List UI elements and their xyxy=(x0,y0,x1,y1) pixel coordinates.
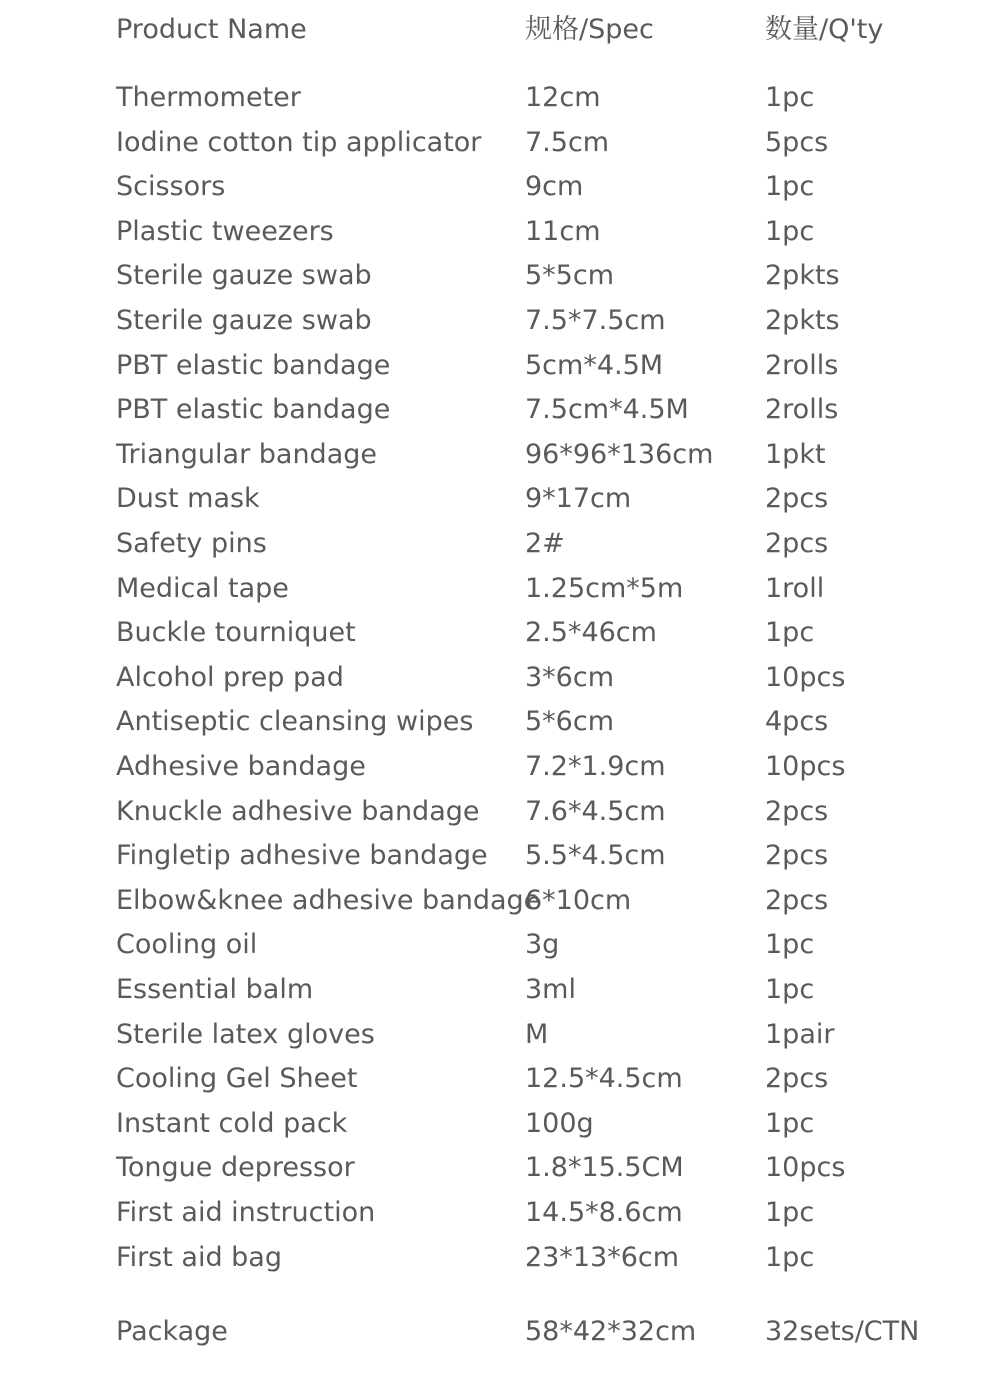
item-spec: 5*5cm xyxy=(525,260,615,292)
item-qty: 1pair xyxy=(765,1018,835,1050)
item-name: Tongue depressor xyxy=(116,1152,355,1184)
item-qty: 1pc xyxy=(765,171,815,203)
item-spec: 5cm*4.5M xyxy=(525,349,664,381)
table-row xyxy=(0,923,1001,967)
item-qty: 1pc xyxy=(765,82,815,113)
table-row xyxy=(0,388,1001,432)
package-qty: 32sets/CTN xyxy=(765,1316,920,1347)
item-qty: 10pcs xyxy=(765,661,846,693)
item-spec: 7.5*7.5cm xyxy=(525,305,666,336)
table-row xyxy=(0,834,1001,878)
table-row xyxy=(0,1236,1001,1280)
table-row xyxy=(0,611,1001,655)
table-row xyxy=(0,1191,1001,1235)
item-qty: 1pc xyxy=(765,1197,815,1228)
item-name: First aid instruction xyxy=(116,1197,376,1228)
item-name: Plastic tweezers xyxy=(116,215,334,247)
item-name: Iodine cotton tip applicator xyxy=(116,126,482,158)
table-row xyxy=(0,567,1001,611)
item-spec: 96*96*136cm xyxy=(525,438,714,470)
item-qty: 1pc xyxy=(765,1241,815,1273)
item-spec: 5.5*4.5cm xyxy=(525,840,666,872)
table-row xyxy=(0,879,1001,923)
item-name: Triangular bandage xyxy=(116,438,377,470)
item-spec: 1.8*15.5CM xyxy=(525,1152,684,1184)
item-name: Cooling Gel Sheet xyxy=(116,1063,358,1095)
table-row xyxy=(0,1013,1001,1057)
item-spec: 3*6cm xyxy=(525,661,615,693)
header-spec: 规格/Spec xyxy=(525,14,654,45)
package-spec: 58*42*32cm xyxy=(525,1316,697,1347)
item-spec: 1.25cm*5m xyxy=(525,572,684,604)
item-qty: 1pc xyxy=(765,974,815,1005)
item-name: Adhesive bandage xyxy=(116,751,366,782)
item-spec: M xyxy=(525,1018,549,1050)
item-qty: 4pcs xyxy=(765,706,829,738)
item-name: PBT elastic bandage xyxy=(116,394,391,426)
item-qty: 2rolls xyxy=(765,394,839,426)
item-qty: 10pcs xyxy=(765,751,846,782)
table-row xyxy=(0,344,1001,388)
table-row xyxy=(0,1146,1001,1190)
item-name: Cooling oil xyxy=(116,929,258,961)
item-qty: 2pcs xyxy=(765,528,829,559)
item-name: Fingletip adhesive bandage xyxy=(116,840,488,872)
item-name: Elbow&knee adhesive bandage xyxy=(116,884,541,916)
item-spec: 7.2*1.9cm xyxy=(525,751,666,782)
table-row xyxy=(0,76,1001,120)
item-spec: 5*6cm xyxy=(525,706,615,738)
table-row xyxy=(0,210,1001,254)
item-qty: 1pc xyxy=(765,215,815,247)
item-name: Sterile gauze swab xyxy=(116,260,372,292)
item-spec: 9cm xyxy=(525,171,584,203)
item-spec: 2.5*46cm xyxy=(525,617,657,649)
item-qty: 5pcs xyxy=(765,126,829,158)
table-header xyxy=(0,8,1001,52)
item-name: Safety pins xyxy=(116,528,267,559)
item-name: Medical tape xyxy=(116,572,289,604)
item-name: Thermometer xyxy=(116,82,301,113)
table-row xyxy=(0,1102,1001,1146)
item-qty: 2pcs xyxy=(765,1063,829,1095)
item-name: First aid bag xyxy=(116,1241,282,1273)
item-qty: 2pcs xyxy=(765,795,829,827)
table-row xyxy=(0,790,1001,834)
table-row xyxy=(0,254,1001,298)
item-qty: 2pkts xyxy=(765,305,840,336)
table-row xyxy=(0,477,1001,521)
table-row xyxy=(0,299,1001,343)
item-name: Dust mask xyxy=(116,483,260,515)
item-qty: 2pcs xyxy=(765,884,829,916)
table-row xyxy=(0,1057,1001,1101)
item-qty: 2pcs xyxy=(765,483,829,515)
item-spec: 3g xyxy=(525,929,560,961)
item-name: Sterile gauze swab xyxy=(116,305,372,336)
item-name: Scissors xyxy=(116,171,226,203)
table-row xyxy=(0,165,1001,209)
item-spec: 7.5cm*4.5M xyxy=(525,394,689,426)
package-label: Package xyxy=(116,1316,228,1347)
item-spec: 12.5*4.5cm xyxy=(525,1063,683,1095)
item-qty: 1roll xyxy=(765,572,825,604)
package-row xyxy=(0,1310,1001,1354)
item-name: Antiseptic cleansing wipes xyxy=(116,706,474,738)
item-name: Buckle tourniquet xyxy=(116,617,356,649)
table-row xyxy=(0,700,1001,744)
table-row xyxy=(0,745,1001,789)
item-spec: 14.5*8.6cm xyxy=(525,1197,683,1228)
item-qty: 1pkt xyxy=(765,438,826,470)
item-spec: 23*13*6cm xyxy=(525,1241,680,1273)
item-spec: 12cm xyxy=(525,82,601,113)
item-spec: 9*17cm xyxy=(525,483,632,515)
header-qty: 数量/Q'ty xyxy=(765,14,884,45)
item-spec: 11cm xyxy=(525,215,601,247)
item-qty: 1pc xyxy=(765,1107,815,1139)
item-qty: 1pc xyxy=(765,617,815,649)
item-spec: 6*10cm xyxy=(525,884,632,916)
item-qty: 2pcs xyxy=(765,840,829,872)
table-row xyxy=(0,968,1001,1012)
item-qty: 2pkts xyxy=(765,260,840,292)
item-spec: 2# xyxy=(525,528,565,559)
item-qty: 1pc xyxy=(765,929,815,961)
item-qty: 2rolls xyxy=(765,349,839,381)
item-name: Alcohol prep pad xyxy=(116,661,344,693)
item-name: PBT elastic bandage xyxy=(116,349,391,381)
item-name: Essential balm xyxy=(116,974,314,1005)
item-spec: 3ml xyxy=(525,974,576,1005)
item-spec: 100g xyxy=(525,1107,594,1139)
header-product-name: Product Name xyxy=(116,14,307,45)
item-name: Instant cold pack xyxy=(116,1107,348,1139)
item-name: Sterile latex gloves xyxy=(116,1018,375,1050)
table-row xyxy=(0,433,1001,477)
item-name: Knuckle adhesive bandage xyxy=(116,795,480,827)
item-spec: 7.6*4.5cm xyxy=(525,795,666,827)
item-qty: 10pcs xyxy=(765,1152,846,1184)
table-row xyxy=(0,522,1001,566)
item-spec: 7.5cm xyxy=(525,126,610,158)
table-row xyxy=(0,656,1001,700)
table-row xyxy=(0,121,1001,165)
